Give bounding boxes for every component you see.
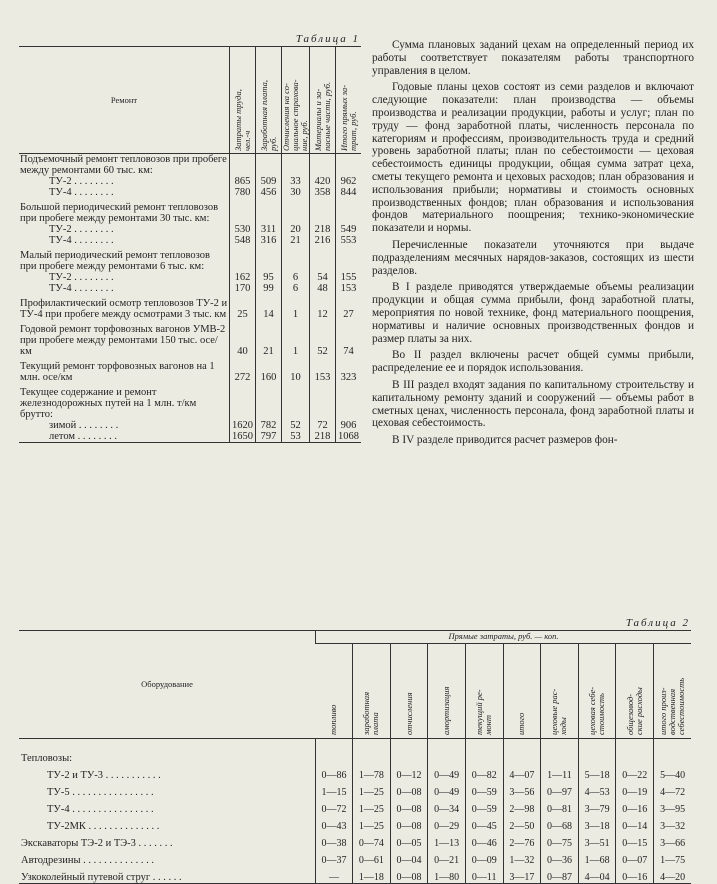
table2-cell: 5—40 <box>654 764 691 781</box>
table2-column-header-text: амортизация <box>441 686 452 735</box>
table2-cell <box>428 739 466 765</box>
table1-row-label: ТУ-4 . . . . . . . . <box>49 187 114 198</box>
table1-row-label: зимой . . . . . . . . <box>49 420 119 431</box>
table2-cell: 3—32 <box>654 815 691 832</box>
table1-cell: 272 <box>230 361 256 387</box>
table2-cell: 1—25 <box>353 798 391 815</box>
table1-cell: 456 <box>256 187 282 202</box>
table1-cell <box>230 250 256 272</box>
table2-header-label: Оборудование <box>19 631 316 739</box>
table1-cell <box>310 154 336 177</box>
table2 <box>19 630 691 884</box>
table2-cell: 5—18 <box>578 764 616 781</box>
table1-header-total <box>336 47 362 154</box>
table1-row <box>19 420 361 431</box>
paragraph: Во II раздел включены расчет общей суммы прибыли, распределение ее и порядок использования. <box>372 349 694 375</box>
table2-cell: 0—46 <box>465 832 503 849</box>
table1-header-total-text: Итого прямых за- трат, руб. <box>338 84 358 151</box>
table2-cell: — <box>316 866 353 884</box>
table2-column-header <box>316 644 353 739</box>
table1-header-row <box>19 47 361 154</box>
table1-row <box>19 235 361 250</box>
table2-cell: 0—97 <box>541 781 579 798</box>
table2-column-header <box>428 644 466 739</box>
table1-cell <box>336 202 362 224</box>
table2-header-row-1 <box>19 631 691 644</box>
table1-cell: 160 <box>256 361 282 387</box>
table1-cell: 358 <box>310 187 336 202</box>
table2-cell: 3—95 <box>654 798 691 815</box>
table1-header-label: Ремонт <box>19 47 230 154</box>
table2-cell: 1—68 <box>578 849 616 866</box>
table1-cell <box>230 387 256 420</box>
table2-cell: 1—18 <box>353 866 391 884</box>
table1-cell: 14 <box>256 298 282 324</box>
table1-row-label: летом . . . . . . . . <box>19 431 230 443</box>
table1-row-label: ТУ-2 . . . . . . . . <box>49 176 114 187</box>
table1-row-label: Профилактический осмотр тепловозов ТУ-2 и ТУ-4 при пробеге между осмотрами 3 тыс. км <box>20 298 228 320</box>
table2-cell: 0—09 <box>465 849 503 866</box>
table1-cell: 218 <box>310 224 336 235</box>
table2-cell: 0—38 <box>316 832 353 849</box>
table1-cell: 1068 <box>336 431 362 443</box>
table2-row-label: ТУ-2 и ТУ-3 . . . . . . . . . . . <box>47 769 161 781</box>
table1-cell <box>310 387 336 420</box>
table2-cell <box>578 739 616 765</box>
table2-header-group: Прямые затраты, руб. — коп. <box>316 631 692 644</box>
table2-column-header-text: текущий ре- монт <box>474 689 494 735</box>
table2-row <box>19 798 691 815</box>
table2-cell: 0—59 <box>465 781 503 798</box>
table2-cell: 0—49 <box>428 781 466 798</box>
table1-row <box>19 361 361 387</box>
table2-cell: 0—15 <box>616 832 654 849</box>
table2-cell: 1—15 <box>316 781 353 798</box>
table2-cell <box>353 739 391 765</box>
table2-cell: 4—04 <box>578 866 616 884</box>
table1-cell: 530 <box>230 224 256 235</box>
table1-row-label: ТУ-2 . . . . . . . . <box>49 272 114 283</box>
table1-cell: 95 <box>256 272 282 283</box>
table1-cell: 155 <box>336 272 362 283</box>
table2-column-header-text: топливо <box>328 704 339 735</box>
table1-cell: 54 <box>310 272 336 283</box>
table2-cell: 0—49 <box>428 764 466 781</box>
table2-cell: 0—12 <box>390 764 428 781</box>
table1-cell: 906 <box>336 420 362 431</box>
table1-row <box>19 224 361 235</box>
table2-cell: 1—25 <box>353 781 391 798</box>
table1-cell: 52 <box>310 324 336 361</box>
table2-column-header-text: итого <box>516 712 527 735</box>
table2-cell: 0—87 <box>541 866 579 884</box>
table1-row <box>19 324 361 361</box>
table1-cell: 962 <box>336 176 362 187</box>
table2-cell: 1—80 <box>428 866 466 884</box>
table2-cell <box>654 739 691 765</box>
table1-cell: 549 <box>336 224 362 235</box>
table1-row <box>19 387 361 420</box>
table1-cell: 6 <box>282 272 310 283</box>
table1-row-label: Годовой ремонт торфовозных вагонов УМВ-2 при пробеге между ремонтами 150 тыс. осе/км <box>20 324 226 357</box>
table2-cell: 0—08 <box>390 815 428 832</box>
table1-cell <box>256 154 282 177</box>
table1-cell: 27 <box>336 298 362 324</box>
table2-cell: 0—86 <box>316 764 353 781</box>
table2-row <box>19 849 691 866</box>
table2-row <box>19 815 691 832</box>
table2-cell: 3—56 <box>503 781 541 798</box>
table1-cell: 74 <box>336 324 362 361</box>
table2-cell: 0—04 <box>390 849 428 866</box>
table1-cell: 10 <box>282 361 310 387</box>
table2-cell: 0—08 <box>390 866 428 884</box>
table1-cell: 548 <box>230 235 256 250</box>
table1-row <box>19 431 361 443</box>
table2-cell: 1—11 <box>541 764 579 781</box>
table1-cell: 72 <box>310 420 336 431</box>
table1-cell: 1 <box>282 298 310 324</box>
table1-cell <box>230 202 256 224</box>
table2-cell: 0—29 <box>428 815 466 832</box>
table2-cell: 0—21 <box>428 849 466 866</box>
table2-cell: 3—18 <box>578 815 616 832</box>
table1-cell <box>310 250 336 272</box>
table2-row-label: Автодрезины . . . . . . . . . . . . . . <box>21 854 154 866</box>
table2-column-header <box>465 644 503 739</box>
table1-cell: 509 <box>256 176 282 187</box>
table2-cell: 0—05 <box>390 832 428 849</box>
table1-row <box>19 187 361 202</box>
table2-cell: 0—74 <box>353 832 391 849</box>
table1-cell: 797 <box>256 431 282 443</box>
table1-cell <box>282 387 310 420</box>
table2-column-header <box>390 644 428 739</box>
table2-cell <box>541 739 579 765</box>
table1-cell <box>282 154 310 177</box>
table1-cell: 33 <box>282 176 310 187</box>
table1-cell: 25 <box>230 298 256 324</box>
table2-cell: 0—14 <box>616 815 654 832</box>
table2-cell: 3—66 <box>654 832 691 849</box>
table2-cell: 4—72 <box>654 781 691 798</box>
table2-cell: 0—61 <box>353 849 391 866</box>
table2-cell: 0—75 <box>541 832 579 849</box>
table1-cell: 153 <box>336 283 362 298</box>
table2-row-label: ТУ-5 . . . . . . . . . . . . . . . . <box>47 786 154 798</box>
table2-row <box>19 739 691 765</box>
table2-cell: 0—72 <box>316 798 353 815</box>
table1-cell: 153 <box>310 361 336 387</box>
table1-header-labor-text: Затраты труда, чел.-ч <box>232 89 252 151</box>
table2-column-header-text: заработная плата <box>361 691 381 735</box>
table1-header-wages-text: Заработная плата, руб. <box>258 80 278 151</box>
table2-cell: 2—98 <box>503 798 541 815</box>
table1-header-materials-text: Материалы и за- пасные части, руб. <box>312 81 332 151</box>
table2-column-header <box>503 644 541 739</box>
table2-cell: 2—50 <box>503 815 541 832</box>
table1-row <box>19 250 361 272</box>
table1-row-label: Малый периодический ремонт тепловозов при пробеге между ремонтами 6 тыс. км: <box>20 250 210 272</box>
table2-cell: 4—53 <box>578 781 616 798</box>
table2-cell: 0—16 <box>616 866 654 884</box>
table1-cell <box>336 154 362 177</box>
table2-cell: 0—81 <box>541 798 579 815</box>
table2-cell: 0—43 <box>316 815 353 832</box>
table2-cell: 0—16 <box>616 798 654 815</box>
table1-cell <box>310 202 336 224</box>
table2-row-label: Узкоколейный путевой струг . . . . . . <box>19 866 316 884</box>
table1-cell: 316 <box>256 235 282 250</box>
table1-cell <box>256 250 282 272</box>
table1-row <box>19 298 361 324</box>
table2-cell: 0—22 <box>616 764 654 781</box>
table2-cell: 1—75 <box>654 849 691 866</box>
table2-cell: 0—59 <box>465 798 503 815</box>
table1-row <box>19 202 361 224</box>
table2-cell: 0—82 <box>465 764 503 781</box>
table2-column-header-text: цеховая себе- стоимость <box>587 686 607 735</box>
table1-header-wages <box>256 47 282 154</box>
table2-row <box>19 832 691 849</box>
table1-cell: 20 <box>282 224 310 235</box>
table2-cell: 1—25 <box>353 815 391 832</box>
text-column <box>372 39 694 451</box>
table1-cell: 6 <box>282 283 310 298</box>
table1-row-label: Большой периодический ремонт тепловозов при пробеге между ремонтами 30 тыс. км: <box>20 202 219 224</box>
table2-cell: 1—32 <box>503 849 541 866</box>
table2-cell: 1—78 <box>353 764 391 781</box>
table1-caption: Таблица 1 <box>295 33 360 45</box>
table1-cell: 553 <box>336 235 362 250</box>
table1-cell <box>230 154 256 177</box>
table2-cell: 0—45 <box>465 815 503 832</box>
table1-cell: 21 <box>282 235 310 250</box>
table1-cell: 30 <box>282 187 310 202</box>
table1-row <box>19 283 361 298</box>
table1-cell <box>256 202 282 224</box>
table1-body <box>19 154 361 443</box>
table2-cell: 0—08 <box>390 781 428 798</box>
table1-cell: 216 <box>310 235 336 250</box>
table1-cell: 12 <box>310 298 336 324</box>
table1-cell: 780 <box>230 187 256 202</box>
table1-row-label: Подъемочный ремонт тепловозов при пробеге между ремонтами 60 тыс. км: <box>20 154 227 176</box>
table2-cell <box>316 739 353 765</box>
table1-cell <box>282 250 310 272</box>
table1-row-label: Текущий ремонт торфовозных вагонов на 1 млн. осе/км <box>20 361 215 383</box>
table2-column-header <box>353 644 391 739</box>
table1-cell <box>256 387 282 420</box>
paragraph: В III раздел входят задания по капитальному строительству и капитальному ремонту зданий и сооружений — объемы работ в сметных ценах, численность персонала, фонд заработной платы и цеховая себестоимость. <box>372 378 694 430</box>
table1-cell: 420 <box>310 176 336 187</box>
table1-cell <box>336 387 362 420</box>
table1-cell: 162 <box>230 272 256 283</box>
table2-column-header-text: общезавод- ские расходы <box>624 687 644 735</box>
table1-cell: 170 <box>230 283 256 298</box>
table1-row <box>19 176 361 187</box>
table1-cell: 52 <box>282 420 310 431</box>
table2-cell: 0—19 <box>616 781 654 798</box>
paragraph: Сумма плановых заданий цехам на определенный период их работы соответствует показателям работы транспортного управления в целом. <box>372 39 694 77</box>
table2-cell: 4—07 <box>503 764 541 781</box>
table1-header-social <box>282 47 310 154</box>
table2-column-header <box>541 644 579 739</box>
table1-row <box>19 272 361 283</box>
table2-cell: 1—13 <box>428 832 466 849</box>
table1-cell: 99 <box>256 283 282 298</box>
table2-column-header <box>616 644 654 739</box>
table2-row <box>19 866 691 884</box>
table1-cell: 53 <box>282 431 310 443</box>
table1-header-labor <box>230 47 256 154</box>
table2-cell: 0—08 <box>390 798 428 815</box>
paragraph: В I разделе приводятся утверждаемые объемы реализации продукции и общая сумма прибыли, фонд заработной платы, мероприятия по новой технике, фонд материального поощрения, нормативы и наличие основных производственных фондов и размер платы за них. <box>372 281 694 345</box>
table2-body <box>19 739 691 884</box>
table1-row <box>19 154 361 177</box>
table2-cell: 2—76 <box>503 832 541 849</box>
table2-row-label: Экскаваторы ТЭ-2 и ТЭ-3 . . . . . . . <box>21 837 173 849</box>
table1-row-label: ТУ-4 . . . . . . . . <box>49 283 114 294</box>
table2-column-header-text: итого произ- водственная себестоимость <box>658 677 687 735</box>
table2-cell: 0—11 <box>465 866 503 884</box>
table2-column-header-text: отчисления <box>403 692 414 735</box>
table2-cell: 0—68 <box>541 815 579 832</box>
table1-cell <box>336 250 362 272</box>
paragraph: В IV разделе приводится расчет размеров фон- <box>392 434 618 447</box>
table1-row-label: Текущее содержание и ремонт железнодорожных путей на 1 млн. т/км брутто: <box>20 387 197 420</box>
table1-header-social-text: Отчисления на со- циальное страхова- ние, руб. <box>281 79 309 151</box>
table2-cell: 3—17 <box>503 866 541 884</box>
table1-cell: 1620 <box>230 420 256 431</box>
table2-cell: 4—20 <box>654 866 691 884</box>
table2-row-label: ТУ-2МК . . . . . . . . . . . . . . <box>47 820 160 832</box>
table2-cell: 3—79 <box>578 798 616 815</box>
table2-head <box>19 631 691 739</box>
table1-cell: 323 <box>336 361 362 387</box>
table2-column-header <box>654 644 691 739</box>
paragraph: Годовые планы цехов состоят из семи разделов и включают следующие показатели: план производства — объемы производства и реализации продукции, работы и услуг; план по труду — фонд заработной платы, численность персонала по категориям и профессиям, производительность труда и средний уровень заработной платы; план по себестоимости — цеховая себестоимость единицы продукции, общая сумма затрат цеха, сметы текущего ремонта и цеховых расходов; план образования и использования прибыли; нормативы и стоимость основных производственных фондов; план образования и использования фондов материального поощрения; технико-экономические показатели и нормы. <box>372 81 694 235</box>
table1-cell: 865 <box>230 176 256 187</box>
table2-row-label: Тепловозы: <box>21 752 73 764</box>
table1-row-label: ТУ-4 . . . . . . . . <box>49 235 114 246</box>
table2-cell: 3—51 <box>578 832 616 849</box>
table2-cell: 0—07 <box>616 849 654 866</box>
table2-cell <box>390 739 428 765</box>
table2-column-header-text: цеховые рас- ходы <box>549 688 569 735</box>
table2-cell: 0—36 <box>541 849 579 866</box>
table1-cell: 844 <box>336 187 362 202</box>
table2-cell: 0—34 <box>428 798 466 815</box>
table2-column-header <box>578 644 616 739</box>
table2-cell <box>616 739 654 765</box>
table1 <box>19 46 361 443</box>
table1-header-materials <box>310 47 336 154</box>
table2-caption: Таблица 2 <box>625 617 690 629</box>
table1-cell: 1 <box>282 324 310 361</box>
table2-cell <box>503 739 541 765</box>
table2-cell <box>465 739 503 765</box>
table1-cell: 782 <box>256 420 282 431</box>
table2-row-label: ТУ-4 . . . . . . . . . . . . . . . . <box>47 803 154 815</box>
table1-cell: 311 <box>256 224 282 235</box>
table1-cell: 21 <box>256 324 282 361</box>
table1-cell: 218 <box>310 431 336 443</box>
table1-cell: 48 <box>310 283 336 298</box>
paragraph: Перечисленные показатели уточняются при выдаче подразделениям месячных нарядов-заказов, состоящих из шести разделов. <box>372 238 694 277</box>
table1-cell: 1650 <box>230 431 256 443</box>
table1-cell: 40 <box>230 324 256 361</box>
table2-row <box>19 764 691 781</box>
table1-row-label: ТУ-2 . . . . . . . . <box>49 224 114 235</box>
table2-row <box>19 781 691 798</box>
table1-cell <box>282 202 310 224</box>
table2-cell: 0—37 <box>316 849 353 866</box>
